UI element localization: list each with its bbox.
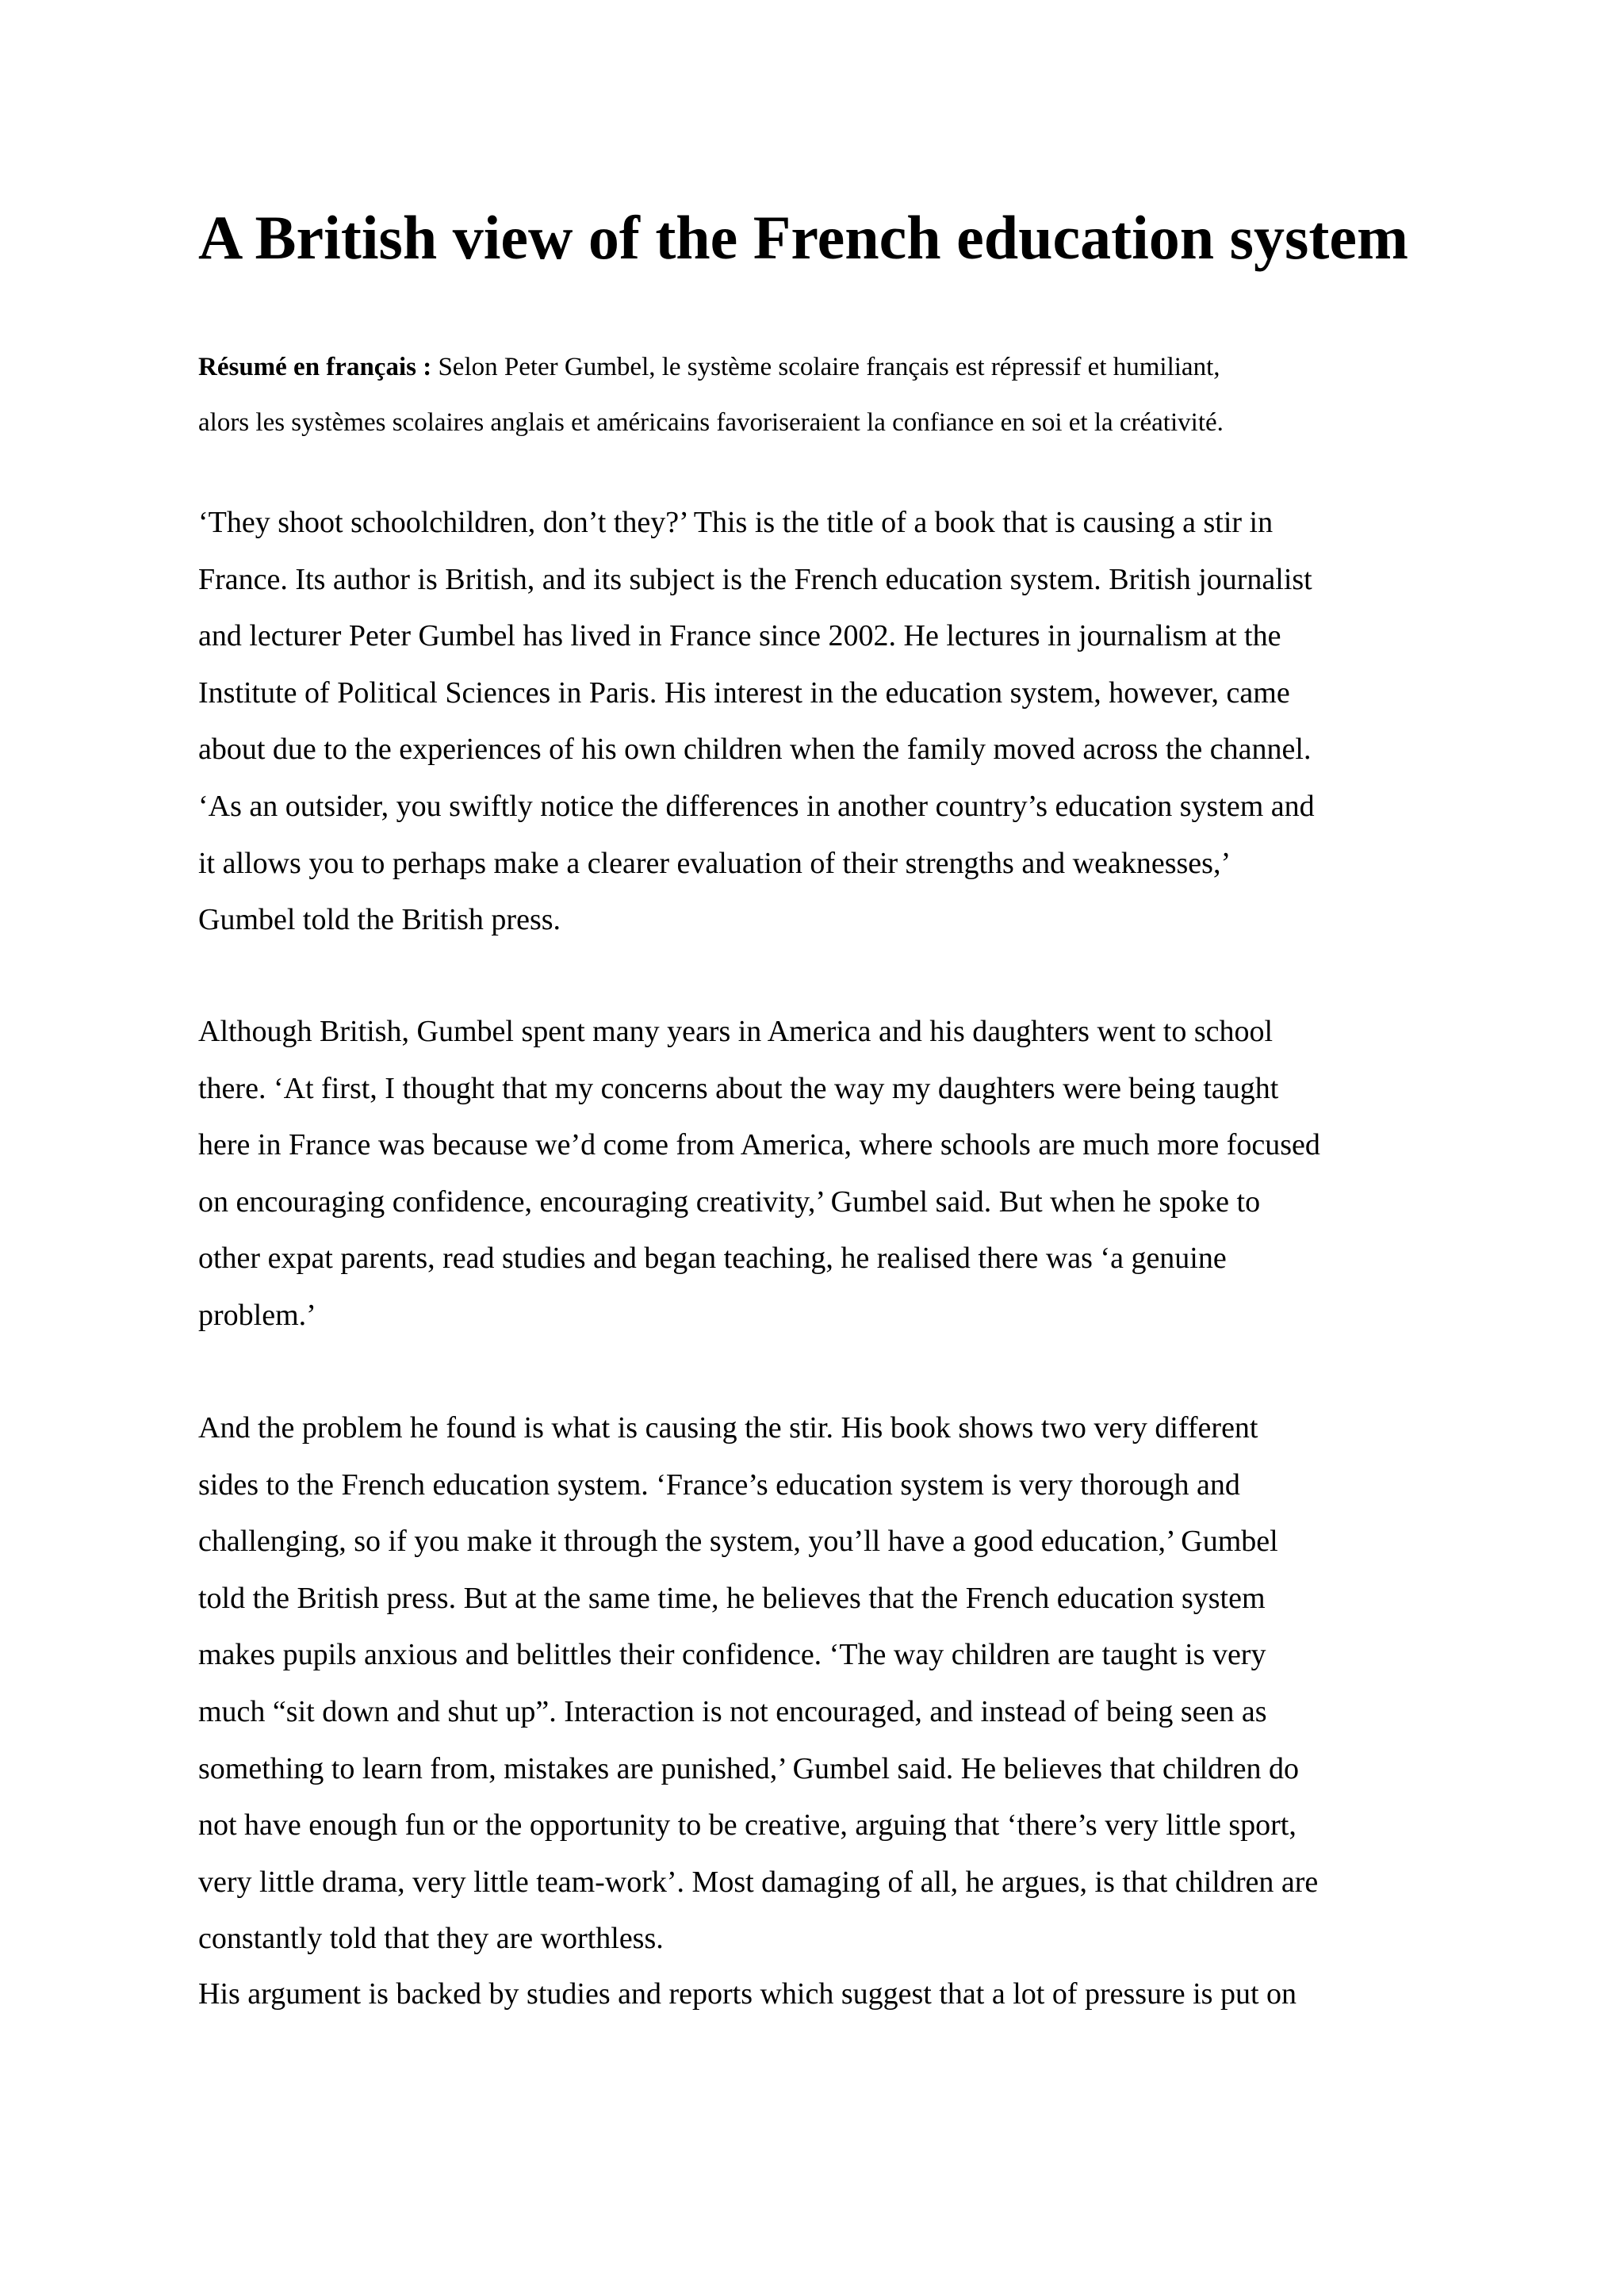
summary-line	[198, 339, 1443, 395]
paragraph-line: Institute of Political Sciences in Paris. His interest in the education system, however, came	[198, 675, 1290, 710]
paragraph-line: ‘As an outsider, you swiftly notice the differences in another country’s education system and	[198, 789, 1315, 823]
paragraph-line: something to learn from, mistakes are punished,’ Gumbel said. He believes that children do	[198, 1751, 1300, 1785]
paragraph-line: on encouraging confidence, encouraging creativity,’ Gumbel said. But when he spoke to	[198, 1184, 1261, 1219]
paragraph-line: here in France was because we’d come from America, where schools are much more focused	[198, 1128, 1320, 1162]
summary-text: Selon Peter Gumbel, le système scolaire français est répressif et humiliant,	[431, 353, 1220, 381]
paragraph-line: not have enough fun or the opportunity to be creative, arguing that ‘there’s very little sport,	[198, 1808, 1297, 1843]
paragraph-3	[198, 1400, 1443, 1968]
paragraph-1	[198, 495, 1443, 949]
paragraph-line: told the British press. But at the same time, he believes that the French education system	[198, 1581, 1266, 1615]
paragraph-line: France. Its author is British, and its subject is the French education system. British journalist	[198, 562, 1312, 596]
summary-label: Résumé en français :	[198, 353, 432, 381]
paragraph-line: ‘They shoot schoolchildren, don’t they?’ This is the title of a book that is causing a stir in	[198, 506, 1274, 539]
document-page	[198, 0, 1443, 2296]
paragraph-line: And the problem he found is what is causing the stir. His book shows two very different	[198, 1411, 1258, 1445]
paragraph-4	[198, 1966, 1443, 2023]
paragraph-line: challenging, so if you make it through the system, you’ll have a good education,’ Gumbel	[198, 1525, 1278, 1559]
paragraph-2	[198, 1004, 1443, 1345]
paragraph-line: problem.’	[198, 1298, 316, 1332]
paragraph-line: very little drama, very little team-work’. Most damaging of all, he argues, is that children are	[198, 1865, 1319, 1899]
paragraph-line: there. ‘At first, I thought that my concerns about the way my daughters were being taught	[198, 1071, 1279, 1105]
paragraph-line: makes pupils anxious and belittles their confidence. ‘The way children are taught is very	[198, 1638, 1266, 1672]
paragraph-line: Although British, Gumbel spent many years in America and his daughters went to school	[198, 1015, 1274, 1048]
paragraph-line: about due to the experiences of his own children when the family moved across the channel.	[198, 733, 1312, 767]
paragraph-line: constantly told that they are worthless.	[198, 1922, 664, 1956]
page-title: A British view of the French education system	[198, 203, 1408, 272]
french-summary	[198, 339, 1443, 450]
summary-line: alors les systèmes scolaires anglais et américains favoriseraient la confiance en soi et la créativité.	[198, 408, 1224, 437]
paragraph-line: Gumbel told the British press.	[198, 903, 561, 937]
paragraph-line: it allows you to perhaps make a clearer evaluation of their strengths and weaknesses,’	[198, 846, 1231, 880]
paragraph-line: other expat parents, read studies and began teaching, he realised there was ‘a genuine	[198, 1242, 1227, 1276]
paragraph-line: and lecturer Peter Gumbel has lived in France since 2002. He lectures in journalism at the	[198, 619, 1281, 653]
paragraph-line: sides to the French education system. ‘France’s education system is very thorough and	[198, 1468, 1240, 1502]
paragraph-line: much “sit down and shut up”. Interaction is not encouraged, and instead of being seen as	[198, 1694, 1267, 1728]
paragraph-line: His argument is backed by studies and reports which suggest that a lot of pressure is put on	[198, 1977, 1297, 2011]
